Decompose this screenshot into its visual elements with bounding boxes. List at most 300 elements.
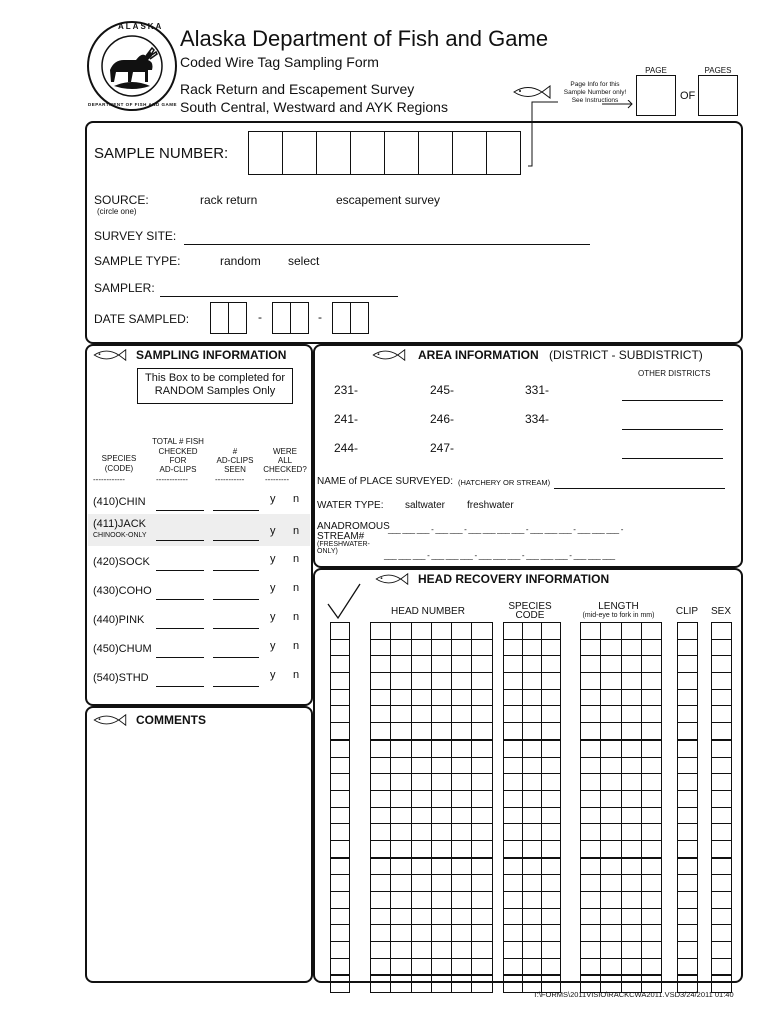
stream-number-field-2[interactable]: ___ ___ ___ - ___ ___ ___ - ___ ___ ___ - ___ ___ ___ - ___ ___ ___ [384, 551, 615, 560]
all-checked-yes[interactable]: y [270, 493, 276, 505]
grid-cell[interactable] [712, 623, 732, 640]
grid-cell[interactable] [581, 774, 601, 791]
adclips-seen-field[interactable] [213, 570, 259, 571]
grid-cell[interactable] [391, 673, 411, 690]
grid-cell[interactable] [621, 875, 641, 892]
grid-cell[interactable] [712, 790, 732, 807]
grid-cell[interactable] [621, 807, 641, 824]
grid-cell[interactable] [504, 689, 523, 706]
grid-cell[interactable] [391, 807, 411, 824]
grid-cell[interactable] [523, 925, 542, 942]
grid-cell[interactable] [371, 858, 391, 875]
grid-cell[interactable] [391, 942, 411, 959]
grid-cell[interactable] [678, 858, 698, 875]
grid-cell[interactable] [712, 824, 732, 841]
sex-column[interactable] [711, 622, 732, 993]
all-checked-no[interactable]: n [293, 582, 300, 594]
grid-cell[interactable] [542, 723, 561, 740]
grid-cell[interactable] [431, 673, 451, 690]
grid-cell[interactable] [621, 740, 641, 757]
grid-cell[interactable] [472, 623, 492, 640]
grid-cell[interactable] [678, 875, 698, 892]
grid-cell[interactable] [678, 723, 698, 740]
grid-cell[interactable] [452, 892, 472, 909]
all-checked-yes[interactable]: y [270, 525, 276, 537]
grid-cell[interactable] [542, 623, 561, 640]
grid-cell[interactable] [621, 656, 641, 673]
grid-cell[interactable] [678, 824, 698, 841]
grid-cell[interactable] [431, 975, 451, 992]
grid-cell[interactable] [542, 942, 561, 959]
clip-column[interactable] [677, 622, 698, 993]
grid-cell[interactable] [371, 892, 391, 909]
grid-cell[interactable] [712, 840, 732, 857]
grid-cell[interactable] [371, 706, 391, 723]
grid-cell[interactable] [581, 875, 601, 892]
grid-cell[interactable] [391, 757, 411, 774]
grid-cell[interactable] [523, 723, 542, 740]
grid-cell[interactable] [331, 908, 350, 925]
grid-cell[interactable] [601, 840, 621, 857]
grid-cell[interactable] [641, 807, 661, 824]
grid-cell[interactable] [452, 740, 472, 757]
grid-cell[interactable] [601, 942, 621, 959]
grid-cell[interactable] [391, 875, 411, 892]
grid-cell[interactable] [542, 673, 561, 690]
grid-cell[interactable] [331, 774, 350, 791]
grid-cell[interactable] [472, 908, 492, 925]
adclips-seen-field[interactable] [213, 510, 259, 511]
all-checked-yes[interactable]: y [270, 640, 276, 652]
grid-cell[interactable] [504, 892, 523, 909]
grid-cell[interactable] [331, 958, 350, 975]
grid-cell[interactable] [452, 858, 472, 875]
grid-cell[interactable] [621, 790, 641, 807]
grid-cell[interactable] [678, 840, 698, 857]
grid-cell[interactable] [678, 790, 698, 807]
grid-cell[interactable] [581, 656, 601, 673]
grid-cell[interactable] [641, 824, 661, 841]
grid-cell[interactable] [621, 840, 641, 857]
grid-cell[interactable] [621, 925, 641, 942]
grid-cell[interactable] [472, 975, 492, 992]
grid-cell[interactable] [452, 757, 472, 774]
grid-cell[interactable] [678, 908, 698, 925]
grid-cell[interactable] [712, 875, 732, 892]
grid-cell[interactable] [523, 875, 542, 892]
grid-cell[interactable] [472, 840, 492, 857]
grid-cell[interactable] [581, 840, 601, 857]
grid-cell[interactable] [331, 723, 350, 740]
grid-cell[interactable] [331, 807, 350, 824]
grid-cell[interactable] [712, 858, 732, 875]
grid-cell[interactable] [331, 858, 350, 875]
grid-cell[interactable] [452, 942, 472, 959]
grid-cell[interactable] [542, 908, 561, 925]
grid-cell[interactable] [641, 908, 661, 925]
district-246[interactable]: 246- [430, 412, 455, 426]
stream-number-field-1[interactable]: ___ ___ ___ - ___ ___ - ___ ___ ___ ___ - ___ ___ ___ - ___ ___ ___ - [388, 525, 624, 534]
grid-cell[interactable] [504, 639, 523, 656]
grid-cell[interactable] [523, 908, 542, 925]
grid-cell[interactable] [371, 790, 391, 807]
grid-cell[interactable] [712, 892, 732, 909]
adclips-seen-field[interactable] [213, 599, 259, 600]
grid-cell[interactable] [641, 942, 661, 959]
grid-cell[interactable] [504, 908, 523, 925]
grid-cell[interactable] [601, 723, 621, 740]
pages-total-box[interactable] [698, 75, 738, 116]
grid-cell[interactable] [641, 875, 661, 892]
grid-cell[interactable] [542, 689, 561, 706]
other-district-field-2[interactable] [622, 429, 723, 430]
grid-cell[interactable] [472, 706, 492, 723]
grid-cell[interactable] [504, 774, 523, 791]
grid-cell[interactable] [431, 858, 451, 875]
grid-cell[interactable] [371, 774, 391, 791]
grid-cell[interactable] [601, 892, 621, 909]
grid-cell[interactable] [523, 689, 542, 706]
grid-cell[interactable] [371, 673, 391, 690]
grid-cell[interactable] [331, 840, 350, 857]
grid-cell[interactable] [542, 958, 561, 975]
grid-cell[interactable] [452, 925, 472, 942]
grid-cell[interactable] [504, 723, 523, 740]
all-checked-yes[interactable]: y [270, 669, 276, 681]
total-checked-field[interactable] [156, 540, 204, 541]
grid-cell[interactable] [331, 892, 350, 909]
other-district-field-1[interactable] [622, 400, 723, 401]
grid-cell[interactable] [601, 656, 621, 673]
grid-cell[interactable] [678, 639, 698, 656]
grid-cell[interactable] [371, 875, 391, 892]
grid-cell[interactable] [431, 723, 451, 740]
grid-cell[interactable] [542, 875, 561, 892]
grid-cell[interactable] [601, 774, 621, 791]
grid-cell[interactable] [391, 908, 411, 925]
grid-cell[interactable] [581, 807, 601, 824]
all-checked-no[interactable]: n [293, 669, 300, 681]
other-district-field-3[interactable] [622, 458, 723, 459]
total-checked-field[interactable] [156, 686, 204, 687]
district-247[interactable]: 247- [430, 441, 455, 455]
grid-cell[interactable] [641, 689, 661, 706]
grid-cell[interactable] [712, 925, 732, 942]
all-checked-no[interactable]: n [293, 611, 300, 623]
check-column[interactable] [330, 622, 350, 993]
water-type-freshwater[interactable]: freshwater [467, 500, 514, 511]
grid-cell[interactable] [678, 892, 698, 909]
grid-cell[interactable] [542, 858, 561, 875]
grid-cell[interactable] [452, 908, 472, 925]
grid-cell[interactable] [411, 639, 431, 656]
grid-cell[interactable] [371, 689, 391, 706]
grid-cell[interactable] [411, 774, 431, 791]
grid-cell[interactable] [621, 942, 641, 959]
date-year-boxes[interactable] [332, 302, 369, 334]
grid-cell[interactable] [504, 656, 523, 673]
grid-cell[interactable] [678, 774, 698, 791]
grid-cell[interactable] [331, 790, 350, 807]
grid-cell[interactable] [641, 790, 661, 807]
grid-cell[interactable] [712, 673, 732, 690]
grid-cell[interactable] [431, 740, 451, 757]
adclips-seen-field[interactable] [213, 686, 259, 687]
grid-cell[interactable] [472, 740, 492, 757]
grid-cell[interactable] [601, 858, 621, 875]
grid-cell[interactable] [621, 673, 641, 690]
grid-cell[interactable] [391, 858, 411, 875]
grid-cell[interactable] [504, 706, 523, 723]
grid-cell[interactable] [331, 875, 350, 892]
sample-type-select[interactable]: select [288, 254, 320, 268]
grid-cell[interactable] [452, 774, 472, 791]
grid-cell[interactable] [431, 942, 451, 959]
grid-cell[interactable] [523, 639, 542, 656]
grid-cell[interactable] [504, 673, 523, 690]
grid-cell[interactable] [523, 790, 542, 807]
total-checked-field[interactable] [156, 599, 204, 600]
grid-cell[interactable] [411, 975, 431, 992]
page-number-box[interactable] [636, 75, 676, 116]
grid-cell[interactable] [542, 925, 561, 942]
district-231[interactable]: 231- [334, 383, 359, 397]
grid-cell[interactable] [391, 958, 411, 975]
grid-cell[interactable] [431, 656, 451, 673]
grid-cell[interactable] [411, 824, 431, 841]
grid-cell[interactable] [523, 673, 542, 690]
grid-cell[interactable] [542, 774, 561, 791]
grid-cell[interactable] [641, 673, 661, 690]
grid-cell[interactable] [523, 807, 542, 824]
grid-cell[interactable] [431, 925, 451, 942]
grid-cell[interactable] [472, 639, 492, 656]
grid-cell[interactable] [601, 875, 621, 892]
grid-cell[interactable] [431, 807, 451, 824]
sample-number-boxes[interactable] [248, 131, 521, 175]
grid-cell[interactable] [411, 858, 431, 875]
grid-cell[interactable] [331, 689, 350, 706]
grid-cell[interactable] [641, 774, 661, 791]
adclips-seen-field[interactable] [213, 657, 259, 658]
grid-cell[interactable] [581, 706, 601, 723]
grid-cell[interactable] [581, 723, 601, 740]
adclips-seen-field[interactable] [213, 540, 259, 541]
all-checked-yes[interactable]: y [270, 611, 276, 623]
grid-cell[interactable] [621, 892, 641, 909]
grid-cell[interactable] [504, 858, 523, 875]
grid-cell[interactable] [411, 875, 431, 892]
grid-cell[interactable] [411, 656, 431, 673]
grid-cell[interactable] [581, 673, 601, 690]
grid-cell[interactable] [472, 673, 492, 690]
grid-cell[interactable] [712, 723, 732, 740]
grid-cell[interactable] [391, 639, 411, 656]
grid-cell[interactable] [371, 639, 391, 656]
grid-cell[interactable] [641, 623, 661, 640]
grid-cell[interactable] [472, 807, 492, 824]
grid-cell[interactable] [601, 623, 621, 640]
grid-cell[interactable] [431, 875, 451, 892]
grid-cell[interactable] [621, 706, 641, 723]
grid-cell[interactable] [581, 740, 601, 757]
grid-cell[interactable] [391, 740, 411, 757]
grid-cell[interactable] [523, 824, 542, 841]
grid-cell[interactable] [472, 858, 492, 875]
grid-cell[interactable] [523, 740, 542, 757]
grid-cell[interactable] [431, 706, 451, 723]
grid-cell[interactable] [601, 740, 621, 757]
grid-cell[interactable] [678, 958, 698, 975]
grid-cell[interactable] [504, 875, 523, 892]
grid-cell[interactable] [504, 824, 523, 841]
grid-cell[interactable] [542, 807, 561, 824]
grid-cell[interactable] [472, 757, 492, 774]
grid-cell[interactable] [371, 958, 391, 975]
water-type-saltwater[interactable]: saltwater [405, 500, 446, 511]
all-checked-no[interactable]: n [293, 640, 300, 652]
date-month-boxes[interactable] [210, 302, 247, 334]
grid-cell[interactable] [601, 639, 621, 656]
grid-cell[interactable] [641, 892, 661, 909]
grid-cell[interactable] [472, 790, 492, 807]
grid-cell[interactable] [452, 623, 472, 640]
grid-cell[interactable] [504, 942, 523, 959]
grid-cell[interactable] [371, 908, 391, 925]
grid-cell[interactable] [371, 942, 391, 959]
grid-cell[interactable] [504, 740, 523, 757]
grid-cell[interactable] [371, 757, 391, 774]
grid-cell[interactable] [411, 790, 431, 807]
sampler-field[interactable] [160, 296, 398, 297]
grid-cell[interactable] [678, 740, 698, 757]
district-334[interactable]: 334- [525, 412, 550, 426]
grid-cell[interactable] [523, 774, 542, 791]
grid-cell[interactable] [712, 639, 732, 656]
grid-cell[interactable] [641, 656, 661, 673]
all-checked-no[interactable]: n [293, 493, 300, 505]
grid-cell[interactable] [391, 892, 411, 909]
grid-cell[interactable] [371, 925, 391, 942]
grid-cell[interactable] [581, 958, 601, 975]
species-code-column[interactable] [503, 622, 561, 993]
grid-cell[interactable] [371, 824, 391, 841]
grid-cell[interactable] [391, 723, 411, 740]
grid-cell[interactable] [621, 723, 641, 740]
grid-cell[interactable] [712, 757, 732, 774]
grid-cell[interactable] [678, 673, 698, 690]
grid-cell[interactable] [542, 824, 561, 841]
grid-cell[interactable] [331, 706, 350, 723]
grid-cell[interactable] [621, 639, 641, 656]
grid-cell[interactable] [542, 740, 561, 757]
grid-cell[interactable] [542, 892, 561, 909]
grid-cell[interactable] [391, 774, 411, 791]
grid-cell[interactable] [411, 958, 431, 975]
grid-cell[interactable] [411, 706, 431, 723]
grid-cell[interactable] [431, 689, 451, 706]
grid-cell[interactable] [504, 840, 523, 857]
grid-cell[interactable] [712, 807, 732, 824]
grid-cell[interactable] [391, 840, 411, 857]
all-checked-yes[interactable]: y [270, 553, 276, 565]
grid-cell[interactable] [411, 689, 431, 706]
grid-cell[interactable] [472, 942, 492, 959]
district-331[interactable]: 331- [525, 383, 550, 397]
grid-cell[interactable] [581, 824, 601, 841]
grid-cell[interactable] [601, 824, 621, 841]
grid-cell[interactable] [504, 975, 523, 992]
grid-cell[interactable] [411, 942, 431, 959]
grid-cell[interactable] [601, 908, 621, 925]
grid-cell[interactable] [542, 757, 561, 774]
grid-cell[interactable] [411, 757, 431, 774]
grid-cell[interactable] [472, 892, 492, 909]
survey-site-field[interactable] [184, 244, 590, 245]
grid-cell[interactable] [641, 757, 661, 774]
grid-cell[interactable] [431, 639, 451, 656]
grid-cell[interactable] [371, 656, 391, 673]
grid-cell[interactable] [331, 824, 350, 841]
grid-cell[interactable] [472, 958, 492, 975]
grid-cell[interactable] [431, 840, 451, 857]
all-checked-no[interactable]: n [293, 525, 300, 537]
grid-cell[interactable] [452, 824, 472, 841]
grid-cell[interactable] [523, 623, 542, 640]
grid-cell[interactable] [331, 623, 350, 640]
grid-cell[interactable] [523, 892, 542, 909]
comments-field[interactable] [92, 732, 306, 976]
grid-cell[interactable] [641, 925, 661, 942]
grid-cell[interactable] [542, 656, 561, 673]
grid-cell[interactable] [678, 689, 698, 706]
grid-cell[interactable] [331, 673, 350, 690]
grid-cell[interactable] [331, 740, 350, 757]
grid-cell[interactable] [621, 774, 641, 791]
district-245[interactable]: 245- [430, 383, 455, 397]
grid-cell[interactable] [371, 740, 391, 757]
grid-cell[interactable] [504, 958, 523, 975]
grid-cell[interactable] [391, 656, 411, 673]
grid-cell[interactable] [678, 757, 698, 774]
grid-cell[interactable] [712, 740, 732, 757]
grid-cell[interactable] [581, 623, 601, 640]
grid-cell[interactable] [504, 807, 523, 824]
grid-cell[interactable] [472, 925, 492, 942]
grid-cell[interactable] [581, 942, 601, 959]
grid-cell[interactable] [678, 656, 698, 673]
grid-cell[interactable] [621, 623, 641, 640]
source-option-rack-return[interactable]: rack return [200, 193, 258, 207]
grid-cell[interactable] [391, 790, 411, 807]
grid-cell[interactable] [712, 774, 732, 791]
grid-cell[interactable] [452, 639, 472, 656]
district-244[interactable]: 244- [334, 441, 359, 455]
grid-cell[interactable] [411, 740, 431, 757]
grid-cell[interactable] [641, 958, 661, 975]
grid-cell[interactable] [411, 925, 431, 942]
grid-cell[interactable] [504, 623, 523, 640]
grid-cell[interactable] [581, 892, 601, 909]
grid-cell[interactable] [452, 706, 472, 723]
grid-cell[interactable] [452, 958, 472, 975]
grid-cell[interactable] [542, 840, 561, 857]
grid-cell[interactable] [542, 790, 561, 807]
grid-cell[interactable] [452, 875, 472, 892]
grid-cell[interactable] [601, 807, 621, 824]
grid-cell[interactable] [452, 790, 472, 807]
grid-cell[interactable] [621, 757, 641, 774]
